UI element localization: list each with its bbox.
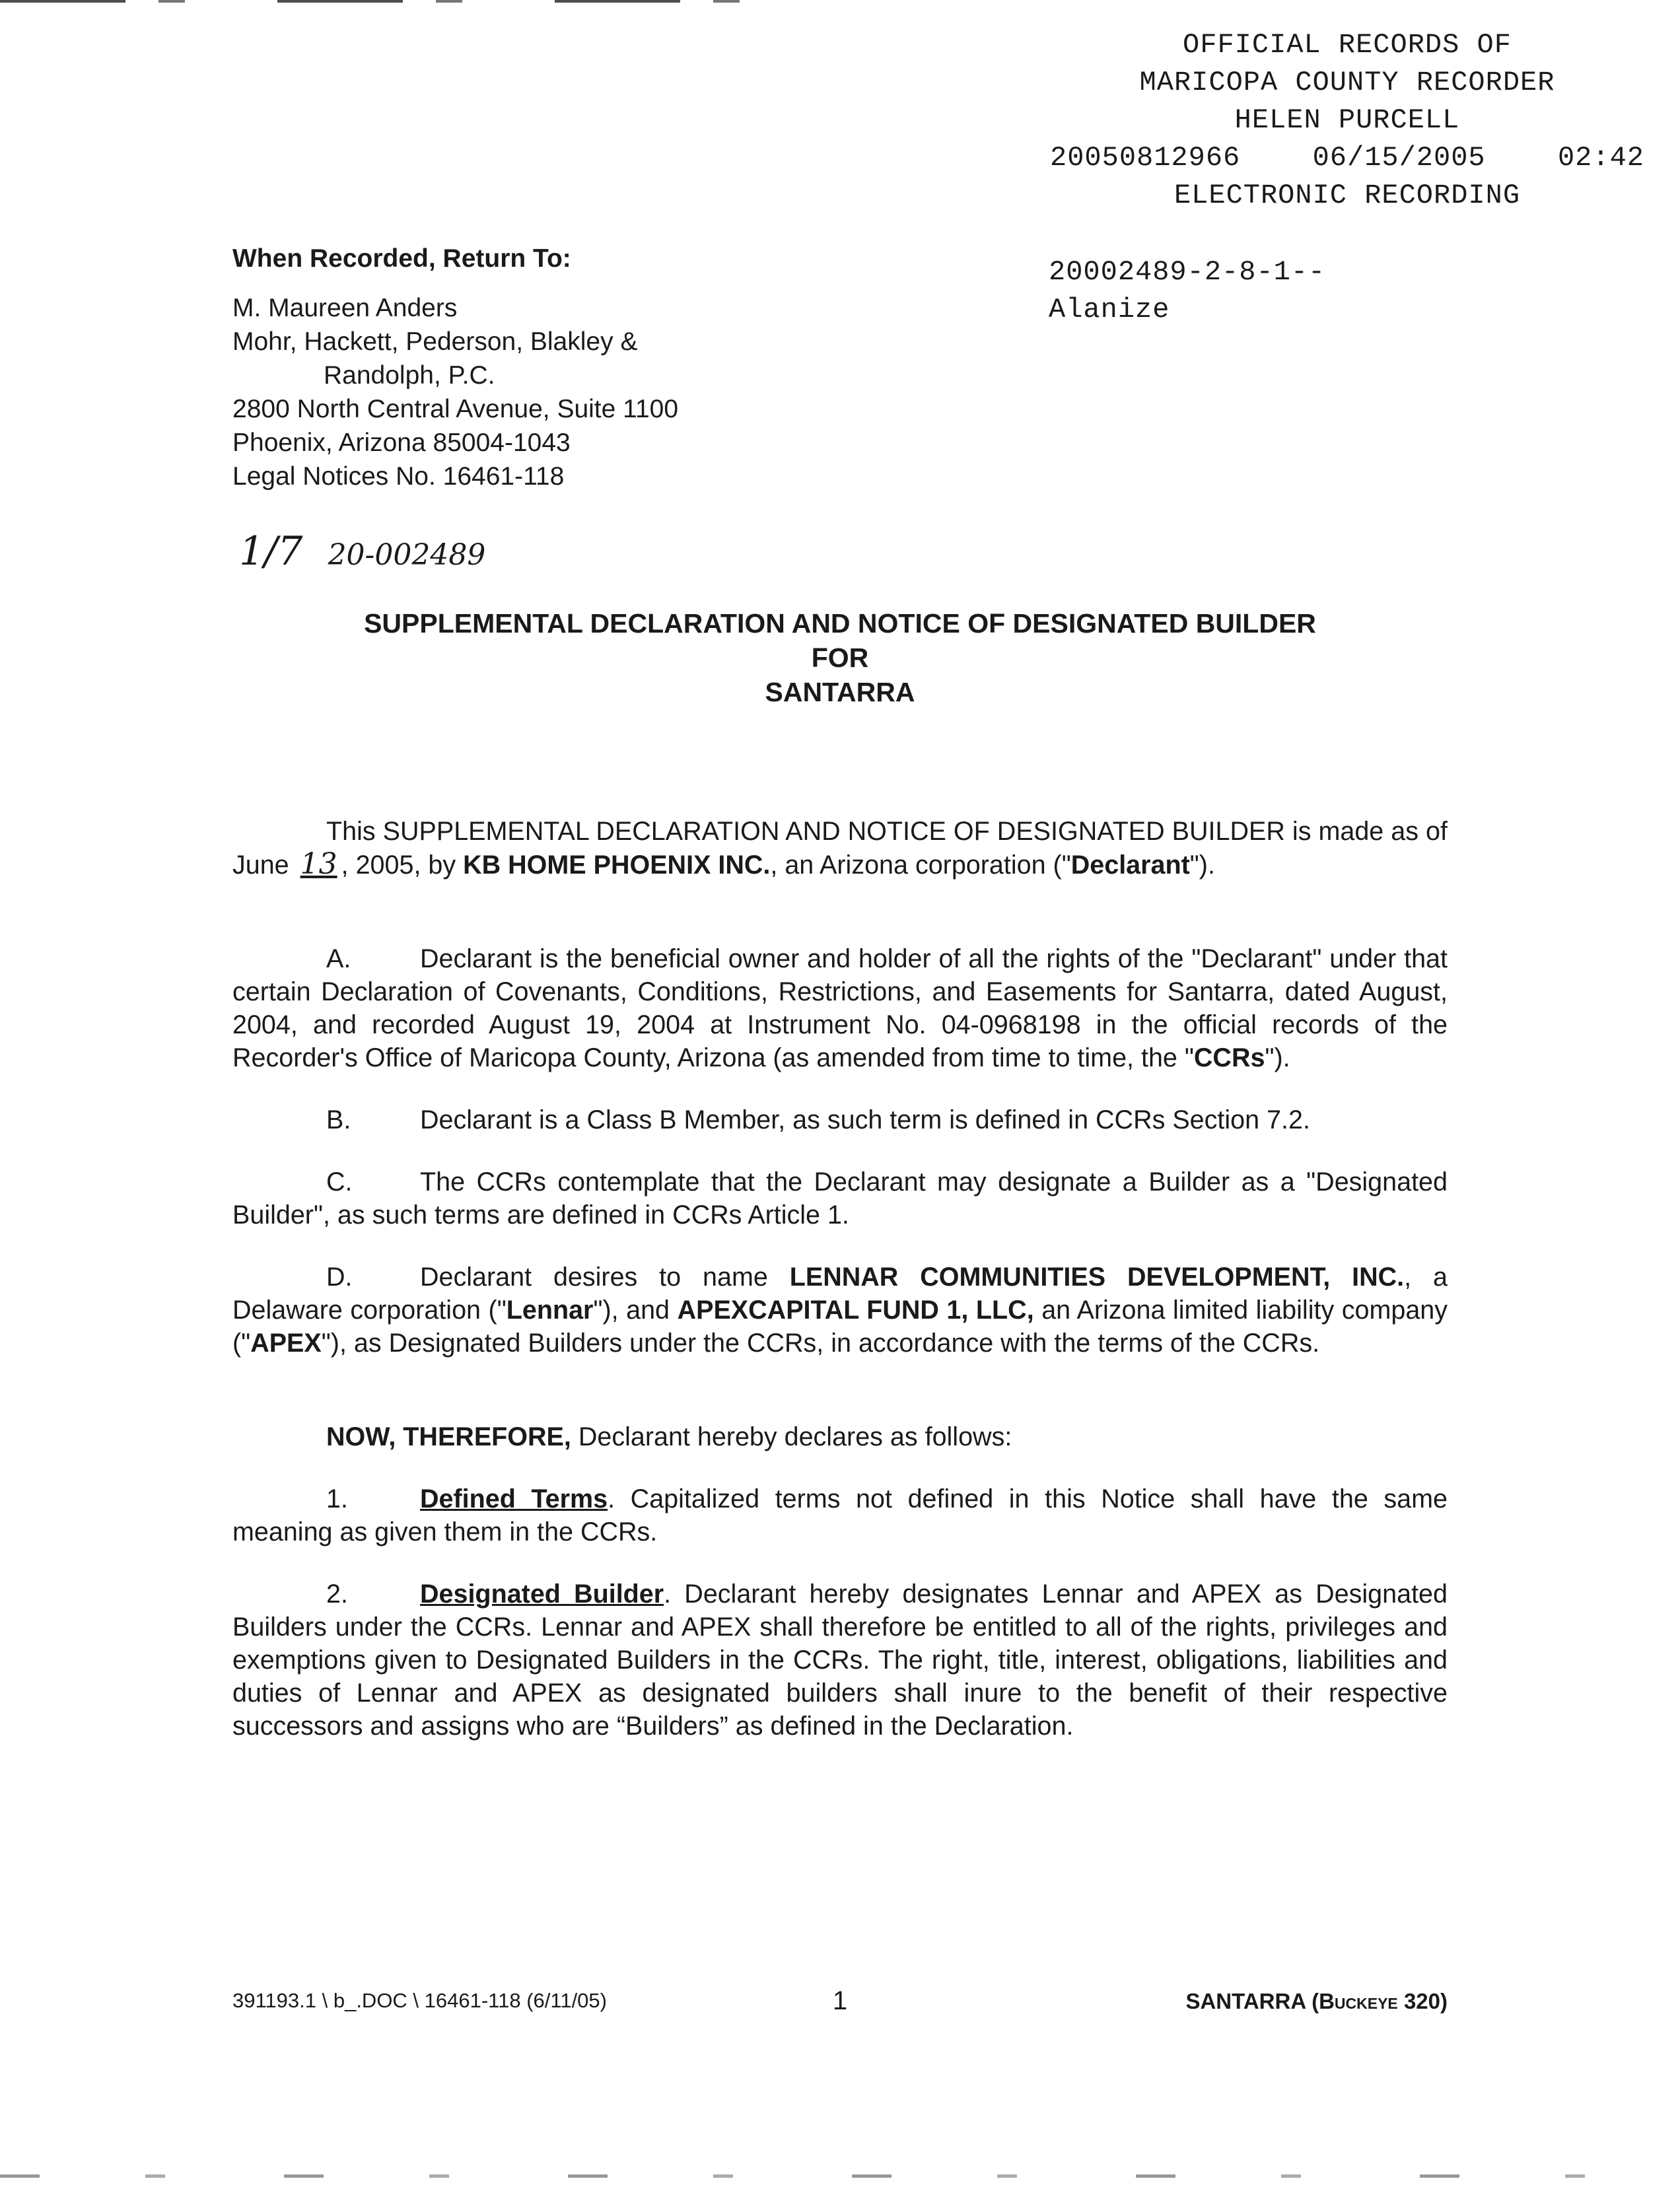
text-run: , 2005, by: [341, 850, 464, 880]
section-1: [232, 1482, 1448, 1548]
recital-label: D.: [326, 1263, 353, 1292]
title-line: SANTARRA: [765, 677, 915, 707]
handwritten-fraction: 1/7: [239, 528, 303, 574]
bold-run: NOW, THEREFORE,: [326, 1422, 571, 1451]
page-number: 1: [832, 1986, 848, 2015]
recorder-stamp: [1050, 26, 1644, 215]
scan-artifact-bottom: [0, 2174, 1680, 2178]
party-name: APEXCAPITAL FUND 1, LLC,: [677, 1296, 1034, 1325]
page-footer: [232, 1986, 1448, 2022]
section-2: [232, 1578, 1448, 1743]
footer-project: [1185, 1989, 1448, 2014]
now-therefore: [232, 1420, 1448, 1453]
text-run: , an Arizona corporation (": [770, 850, 1071, 880]
stamp-record-line: [1050, 139, 1644, 177]
text-run: "), and: [593, 1296, 678, 1325]
section-heading: Defined Terms: [420, 1484, 608, 1513]
handwritten-day: 13: [300, 847, 337, 881]
defined-term: APEX: [250, 1329, 322, 1358]
return-firm: Mohr, Hackett, Pederson, Blakley &: [232, 328, 638, 356]
text-run: ").: [1265, 1043, 1290, 1072]
text-run: Declarant is the beneficial owner and holder of all the rights of the "Declarant" under that certain Declaration of Covenants, Conditions, Restrictions, and Easements for Santarra, dated August, 2004, and recorded August 19, 2004 at Instrument No. 04-0968198 in the official records of the Recorder's Office of Maricopa County, Arizona (as amended from time to time, the ": [232, 944, 1448, 1072]
fee-code: 20002489-2-8-1--: [1049, 256, 1326, 288]
text-run: The CCRs contemplate that the Declarant may designate a Builder as a "Designated Builder", as such terms are defined in CCRs Article 1.: [232, 1167, 1448, 1230]
text-run: . Declarant hereby designates Lennar and APEX as Designated Builders under the CCRs. Lennar and APEX shall therefore be entitled to all of the rights, privileges and exemptions given to Designated Builders in the CCRs. The right, title, interest, obligations, liabilities and duties of Lennar and APEX as designated builders shall inure to the benefit of their respective successors and assigns who are “Builders” as defined in the Declaration.: [232, 1580, 1448, 1741]
section-heading: Designated Builder: [420, 1580, 664, 1609]
return-name: M. Maureen Anders: [232, 294, 458, 322]
stamp-line: OFFICIAL RECORDS OF: [1183, 29, 1512, 61]
fee-name: Alanize: [1049, 294, 1170, 326]
return-heading: When Recorded, Return To:: [232, 244, 571, 273]
scan-artifact-top: [0, 0, 753, 3]
document-body: [232, 815, 1448, 1743]
instrument-number: 20050812966: [1050, 142, 1241, 174]
handwritten-number: 20-002489: [328, 538, 486, 572]
footer-doc-ref: 391193.1 \ b_.DOC \ 16461-118 (6/11/05): [232, 1989, 607, 2012]
defined-term: Lennar: [506, 1296, 594, 1325]
recital-label: B.: [326, 1105, 351, 1134]
title-line: FOR: [811, 642, 869, 673]
recital-a: [232, 942, 1448, 1074]
return-to-block: [232, 242, 678, 493]
recital-d: [232, 1261, 1448, 1360]
recital-label: C.: [326, 1167, 353, 1197]
text-run: . Capitalized terms not defined in this Notice shall have the same meaning as given them in the CCRs.: [232, 1484, 1448, 1546]
recital-c: [232, 1165, 1448, 1232]
defined-term: CCRs: [1193, 1043, 1265, 1072]
text-run: Declarant is a Class B Member, as such term is defined in CCRs Section 7.2.: [420, 1105, 1310, 1134]
fee-line: [1049, 254, 1325, 329]
title-line: SUPPLEMENTAL DECLARATION AND NOTICE OF DESIGNATED BUILDER: [364, 608, 1316, 639]
return-city: Phoenix, Arizona 85004-1043: [232, 429, 571, 457]
recording-time: 02:42: [1557, 142, 1644, 174]
document-title: [232, 606, 1448, 709]
section-label: 1.: [326, 1484, 348, 1513]
text-run: Buckeye: [1319, 1989, 1398, 2013]
recital-label: A.: [326, 944, 351, 973]
text-run: 320): [1397, 1989, 1448, 2013]
return-firm-cont: Randolph, P.C.: [324, 361, 495, 390]
text-run: Declarant hereby declares as follows:: [571, 1422, 1012, 1451]
party-name: LENNAR COMMUNITIES DEVELOPMENT, INC.: [789, 1263, 1405, 1292]
stamp-line: MARICOPA COUNTY RECORDER: [1139, 67, 1555, 98]
text-run: This SUPPLEMENTAL DECLARATION AND NOTICE OF DESIGNATED BUILDER is made as of June: [232, 817, 1448, 880]
text-run: an Arizona limited liability company (": [232, 1296, 1448, 1358]
recital-b: [232, 1103, 1448, 1136]
return-legal-notices: Legal Notices No. 16461-118: [232, 462, 565, 491]
stamp-line: ELECTRONIC RECORDING: [1173, 180, 1521, 211]
text-run: SANTARRA (: [1185, 1989, 1319, 2013]
section-label: 2.: [326, 1580, 348, 1609]
party-name: KB HOME PHOENIX INC.: [463, 850, 771, 880]
text-run: Declarant desires to name: [420, 1263, 790, 1292]
text-run: "), as Designated Builders under the CCRs, in accordance with the terms of the CCRs.: [321, 1329, 1320, 1358]
intro-paragraph: [232, 815, 1448, 882]
return-address: 2800 North Central Avenue, Suite 1100: [232, 395, 679, 423]
text-run: , a Delaware corporation (": [232, 1263, 1448, 1325]
handwritten-note: [239, 528, 485, 574]
recording-date: 06/15/2005: [1312, 142, 1486, 174]
text-run: ").: [1189, 850, 1215, 880]
defined-term: Declarant: [1070, 850, 1190, 880]
stamp-line: HELEN PURCELL: [1234, 104, 1460, 136]
